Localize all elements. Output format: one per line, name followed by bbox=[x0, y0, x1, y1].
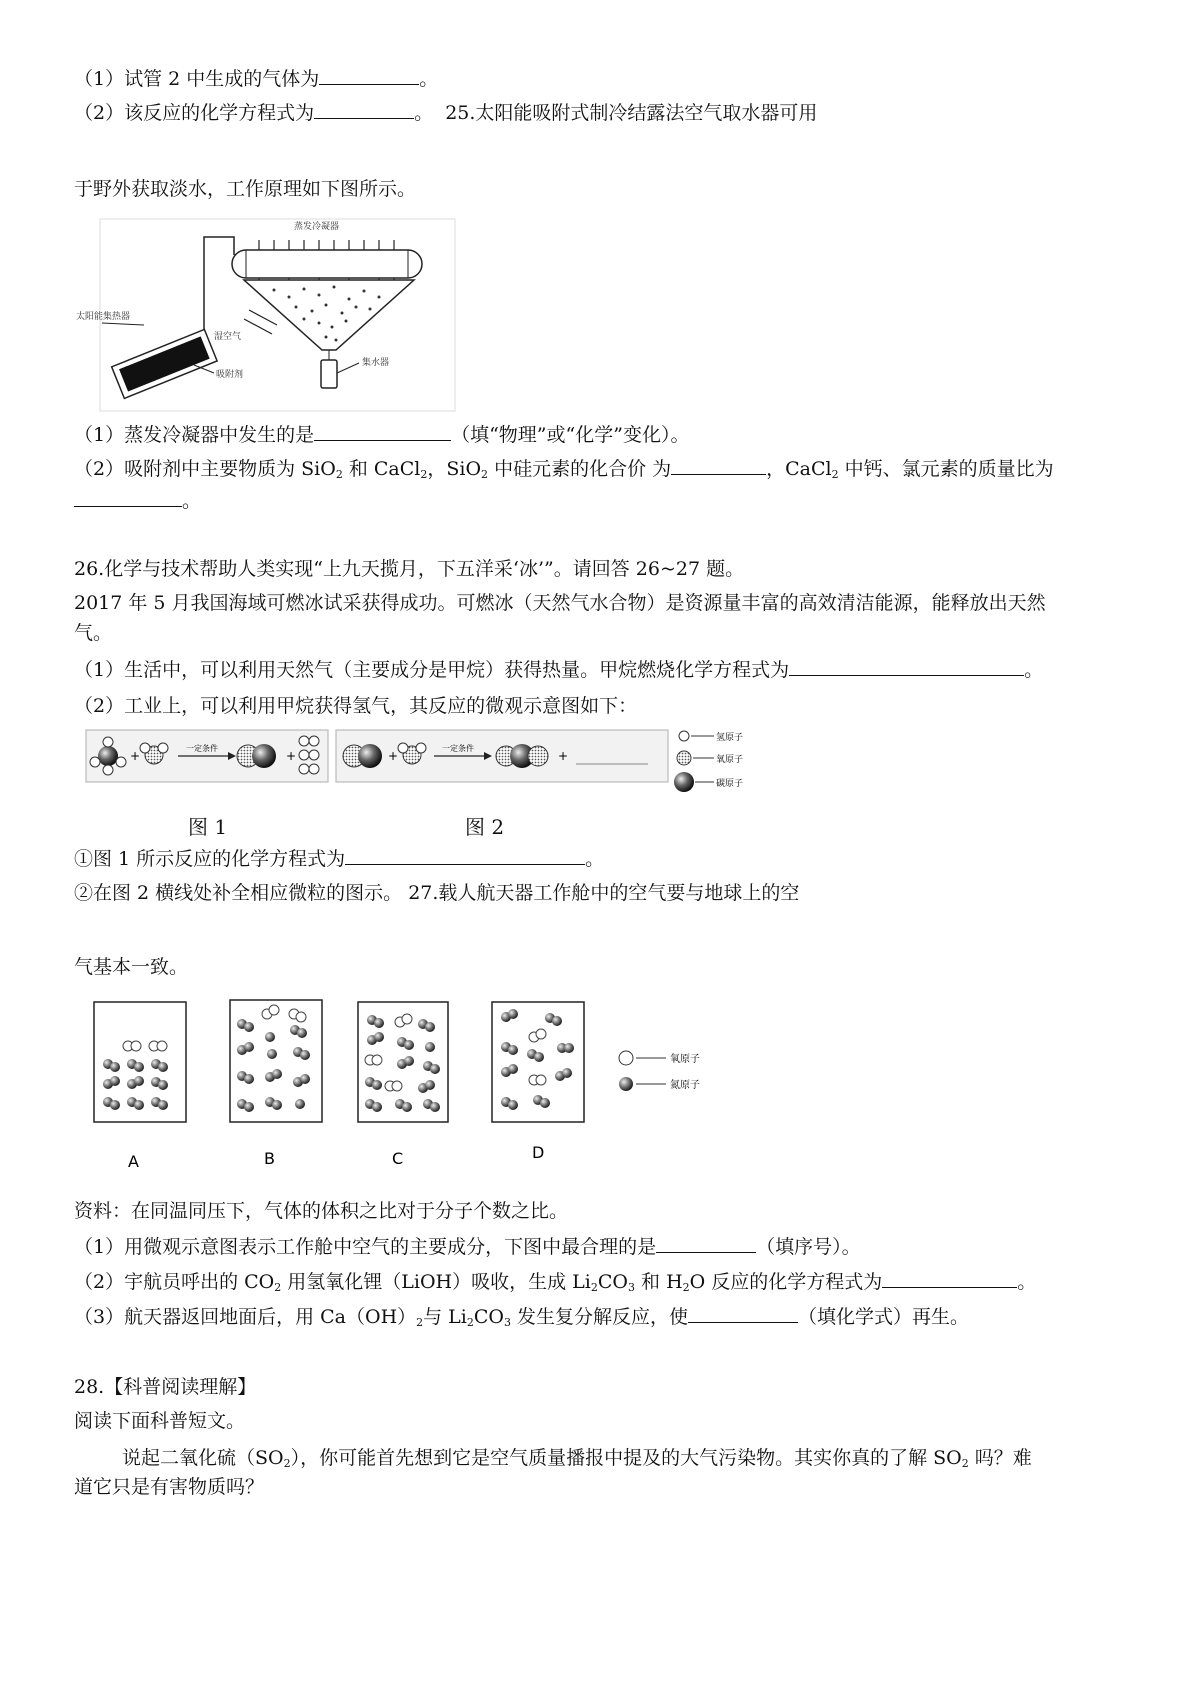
q28-para-cont: 道它只是有害物质吗？ bbox=[74, 1476, 265, 1498]
box-label-b: B bbox=[264, 1149, 275, 1168]
solar-collector-figure bbox=[74, 215, 464, 415]
q27-2-a: （2）宇航员呼出的 CO bbox=[74, 1271, 275, 1293]
fig2-co2 bbox=[496, 744, 548, 768]
q24-2-line bbox=[74, 100, 817, 126]
q25-2-a: （2）吸附剂中主要物质为 SiO bbox=[74, 458, 336, 480]
q24-1-text: （1）试管 2 中生成的气体为 bbox=[74, 68, 320, 90]
q25-2-c: ，SiO bbox=[427, 458, 482, 480]
q26-title: 26.化学与技术帮助人类实现“上九天揽月，下五洋采‘冰’”。请回答 26~27 题。 bbox=[74, 558, 745, 580]
legend-c-label: 碳原子 bbox=[716, 779, 744, 789]
q24-1-line bbox=[74, 66, 438, 92]
q25-2-end: 。 bbox=[182, 490, 202, 512]
q26-2-line: （2）工业上，可以利用甲烷获得氢气，其反应的微观示意图如下： bbox=[74, 695, 638, 717]
sub: 2 bbox=[481, 468, 489, 481]
q25-2-e: ，CaCl bbox=[766, 458, 832, 480]
condenser-label: 蒸发冷凝器 bbox=[294, 222, 340, 232]
q28-subtitle: 阅读下面科普短文。 bbox=[74, 1410, 246, 1432]
q26-1-end: 。 bbox=[1024, 659, 1044, 681]
q27-3-blank[interactable] bbox=[688, 1304, 798, 1323]
q25-1-hint: （填“物理”或“化学”变化）。 bbox=[451, 424, 690, 446]
fig1-h2 bbox=[299, 736, 319, 774]
q28-para-c: 吗？难 bbox=[968, 1447, 1032, 1469]
fig2-plus-1: + bbox=[388, 749, 399, 763]
legend-o-label: 氧原子 bbox=[716, 755, 744, 765]
q26-para1: 2017 年 5 月我国海域可燃冰试采获得成功。可燃冰（天然气水合物）是资源量丰富的高效清洁能源，能释放出天然 bbox=[74, 592, 1046, 614]
q25-2-blank-valence[interactable] bbox=[671, 456, 766, 475]
q24-1-end: 。 bbox=[419, 68, 439, 90]
q28-para-b: ），你可能首先想到它是空气质量播报中提及的大气污染物。其实你真的了解 SO bbox=[290, 1447, 962, 1469]
q27-2-d: 和 H bbox=[635, 1271, 683, 1293]
sub: 2 bbox=[274, 1281, 282, 1294]
solar-panel bbox=[112, 329, 217, 398]
q27-1-line bbox=[74, 1234, 861, 1260]
fig2-caption: 图 2 bbox=[465, 815, 505, 839]
q25-1-text: （1）蒸发冷凝器中发生的是 bbox=[74, 424, 315, 446]
box-d bbox=[492, 1002, 584, 1122]
sub: 2 bbox=[682, 1281, 690, 1294]
fig1-plus-1: + bbox=[130, 749, 141, 763]
q25-intro-cont: 于野外获取淡水，工作原理如下图所示。 bbox=[74, 178, 417, 200]
q27-info: 资料：在同温同压下，气体的体积之比对于分子个数之比。 bbox=[74, 1200, 569, 1222]
box-label-a: A bbox=[128, 1152, 139, 1171]
q28-para-a: 说起二氧化硫（SO bbox=[122, 1447, 284, 1469]
funnel bbox=[244, 280, 414, 350]
q24-2-text: （2）该反应的化学方程式为 bbox=[74, 102, 315, 124]
q27-cont: 气基本一致。 bbox=[74, 956, 189, 978]
q25-2-line-cont bbox=[74, 488, 201, 514]
q27-3-c: CO bbox=[473, 1306, 504, 1328]
box-c bbox=[358, 1002, 448, 1122]
q25-2-f: 中钙、氯元素的质量比为 bbox=[838, 458, 1054, 480]
condenser-body bbox=[232, 250, 422, 278]
q26-s1-blank[interactable] bbox=[345, 846, 585, 865]
fig1-condition: 一定条件 bbox=[186, 744, 218, 753]
q26-1-line bbox=[74, 657, 1043, 683]
q27-2-e: O 反应的化学方程式为 bbox=[689, 1271, 883, 1293]
q25-intro: 25.太阳能吸附式制冷结露法空气取水器可用 bbox=[445, 102, 818, 124]
fig1-caption: 图 1 bbox=[188, 815, 228, 839]
q28-title: 28.【科普阅读理解】 bbox=[74, 1376, 257, 1398]
sub: 3 bbox=[504, 1316, 511, 1329]
collector-label: 太阳能集热器 bbox=[76, 312, 131, 322]
q26-1-blank[interactable] bbox=[789, 657, 1024, 676]
q26-s1-end: 。 bbox=[585, 848, 605, 870]
box-b bbox=[230, 1000, 322, 1122]
sub: 2 bbox=[590, 1281, 598, 1294]
q24-1-blank[interactable] bbox=[319, 66, 419, 85]
fig2-condition: 一定条件 bbox=[442, 744, 474, 753]
q27-1-blank[interactable] bbox=[656, 1234, 756, 1253]
adsorbent-label: 吸附剂 bbox=[216, 370, 244, 380]
sub: 2 bbox=[416, 1316, 424, 1329]
fig1-co bbox=[237, 744, 276, 768]
q27-2-b: 用氢氧化锂（LiOH）吸收，生成 Li bbox=[281, 1271, 591, 1293]
sub: 2 bbox=[466, 1316, 474, 1329]
box-label-d: D bbox=[532, 1143, 545, 1162]
q24-2-end: 。 bbox=[414, 102, 434, 124]
sub: 2 bbox=[961, 1457, 969, 1470]
sub: 2 bbox=[283, 1457, 291, 1470]
q27-2-end: 。 bbox=[1017, 1271, 1037, 1293]
q27-1-text: （1）用微观示意图表示工作舱中空气的主要成分，下图中最合理的是 bbox=[74, 1236, 657, 1258]
fig2-co bbox=[343, 744, 382, 768]
q24-2-blank[interactable] bbox=[314, 100, 414, 119]
box-a bbox=[94, 1002, 186, 1122]
q25-1-line bbox=[74, 422, 689, 448]
legend-oxygen-label: 氧原子 bbox=[670, 1054, 700, 1065]
fig2-plus-2: + bbox=[558, 749, 569, 763]
q27-3-d: 发生复分解反应，使 bbox=[511, 1306, 689, 1328]
methane-micro-figure bbox=[78, 722, 768, 834]
legend-h-label: 氢原子 bbox=[716, 733, 744, 743]
fig-legend bbox=[674, 731, 743, 792]
box-label-c: C bbox=[392, 1149, 404, 1168]
q25-2-line bbox=[74, 456, 1054, 488]
air-composition-figure bbox=[90, 992, 740, 1177]
q26-s1-text: ①图 1 所示反应的化学方程式为 bbox=[74, 848, 346, 870]
sub: 2 bbox=[831, 468, 839, 481]
q27-2-line bbox=[74, 1269, 1036, 1301]
q25-2-d: 中硅元素的化合价 为 bbox=[488, 458, 672, 480]
q27-3-a: （3）航天器返回地面后，用 Ca（OH） bbox=[74, 1306, 417, 1328]
q26-s1-line bbox=[74, 846, 604, 872]
q28-para bbox=[122, 1445, 1032, 1477]
humid-air-label: 湿空气 bbox=[214, 332, 242, 342]
water-tank-label: 集水器 bbox=[362, 358, 390, 368]
q27-2-c: CO bbox=[597, 1271, 628, 1293]
q25-2-blank-ratio[interactable] bbox=[74, 488, 182, 507]
water-tank bbox=[321, 360, 337, 388]
q26-para1-cont: 气。 bbox=[74, 622, 113, 644]
fig1-plus-2: + bbox=[286, 749, 297, 763]
sub: 2 bbox=[420, 468, 428, 481]
sub: 3 bbox=[628, 1281, 635, 1294]
q27-3-line bbox=[74, 1304, 969, 1336]
q26-1-text: （1）生活中，可以利用天然气（主要成分是甲烷）获得热量。甲烷燃烧化学方程式为 bbox=[74, 659, 790, 681]
q25-1-blank[interactable] bbox=[314, 422, 451, 441]
sub: 2 bbox=[335, 468, 343, 481]
q27-1-hint: （填序号）。 bbox=[756, 1236, 861, 1258]
q27-3-e: （填化学式）再生。 bbox=[798, 1306, 970, 1328]
q27-2-blank[interactable] bbox=[882, 1269, 1017, 1288]
legend-nitrogen-label: 氮原子 bbox=[670, 1080, 700, 1091]
q27-3-b: 与 Li bbox=[423, 1306, 467, 1328]
q26-s2-line: ②在图 2 横线处补全相应微粒的图示。 27.载人航天器工作舱中的空气要与地球上的空 bbox=[74, 882, 800, 904]
q25-2-b: 和 CaCl bbox=[342, 458, 421, 480]
